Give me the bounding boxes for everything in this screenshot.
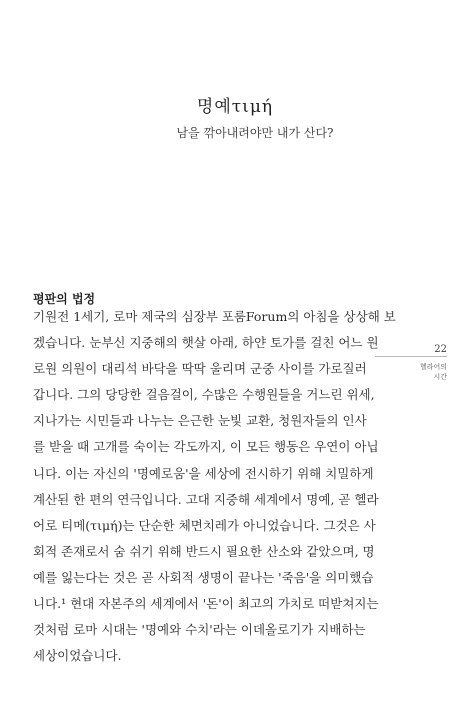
body-line: 겠습니다. 눈부신 지중해의 햇살 아래, 하얀 토가를 걸친 어느 원 xyxy=(33,335,379,351)
body-line: 세상이었습니다. xyxy=(33,648,122,664)
page-number: 22 xyxy=(434,344,447,355)
body-line: 예를 잃는다는 것은 곧 사회적 생명이 끝나는 '죽음'을 의미했습 xyxy=(33,569,374,585)
running-header-line: 시간 xyxy=(433,373,447,381)
running-header-line: 헬라어의 xyxy=(419,363,447,371)
chapter-subtitle: 남을 깎아내려야만 내가 산다? xyxy=(176,126,334,140)
body-line: 니다. 이는 자신의 '명예로움'을 세상에 전시하기 위해 치밀하게 xyxy=(33,465,374,481)
body-line: 지나가는 시민들과 나누는 은근한 눈빛 교환, 청원자들의 인사 xyxy=(33,413,367,429)
body-line: 계산된 한 편의 연극입니다. 고대 지중해 세계에서 명예, 곧 헬라 xyxy=(33,491,379,507)
section-heading: 평판의 법정 xyxy=(33,292,96,306)
body-line: 것처럼 로마 시대는 '명예와 수치'라는 이데올로기가 지배하는 xyxy=(33,622,366,638)
body-line: 갑니다. 그의 당당한 걸음걸이, 수많은 수행원들을 거느린 위세, xyxy=(33,387,375,403)
body-line: 를 받을 때 고개를 숙이는 각도까지, 이 모든 행동은 우연이 아닙 xyxy=(33,439,379,455)
running-header xyxy=(375,362,447,382)
body-line: 어로 티메(τιμή)는 단순한 체면치레가 아니었습니다. 그것은 사 xyxy=(33,517,376,533)
body-line: 회적 존재로서 숨 쉬기 위해 반드시 필요한 산소와 같았으며, 명 xyxy=(33,543,375,559)
body-paragraph xyxy=(33,304,396,669)
body-line: 니다.¹ 현대 자본주의 세계에서 '돈'이 최고의 가치로 떠받쳐지는 xyxy=(33,596,379,612)
margin-divider xyxy=(375,356,447,357)
body-line: 기원전 1세기, 로마 제국의 심장부 포룸Forum의 아침을 상상해 보 xyxy=(33,309,396,324)
body-line: 로원 의원이 대리석 바닥을 딱딱 울리며 군중 사이를 가로질러 xyxy=(33,361,367,377)
chapter-title: 명예τιμή xyxy=(196,97,274,117)
